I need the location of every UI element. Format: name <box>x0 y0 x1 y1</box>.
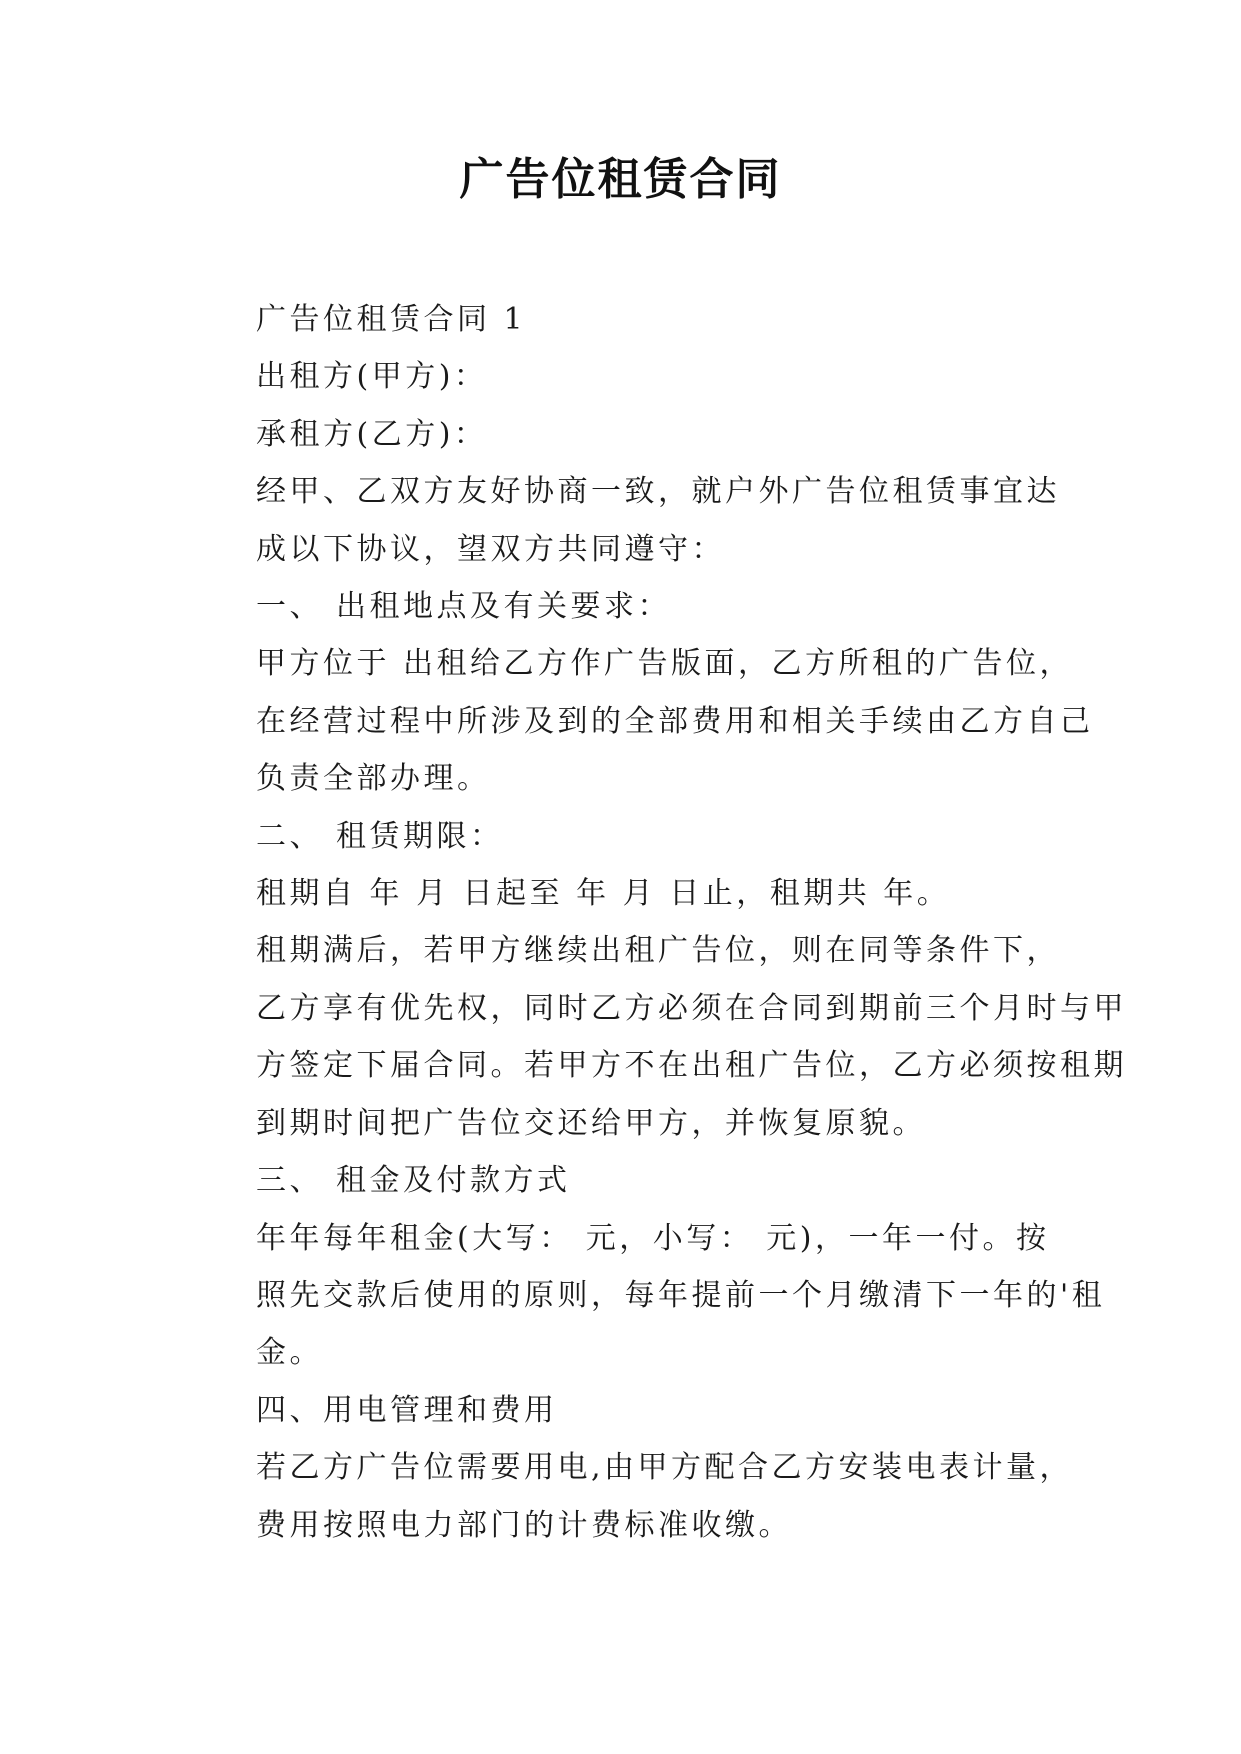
paragraph-rent <box>192 1210 1106 1382</box>
text-line: 出租方(甲方)： <box>256 359 488 395</box>
text-line: 到期时间把广告位交还给甲方，并恢复原貌。 <box>256 1105 926 1141</box>
text-line: 成以下协议，望双方共同遵守： <box>256 531 725 567</box>
text-line: 若乙方广告位需要用电,由甲方配合乙方安装电表计量， <box>256 1450 1074 1486</box>
text-line: 方签定下届合同。若甲方不在出租广告位，乙方必须按租期 <box>256 1048 1127 1084</box>
text-line: 经甲、乙双方友好协商一致，就户外广告位租赁事宜达 <box>256 474 1060 510</box>
text-line: 租期自 年 月 日起至 年 月 日止，租期共 年。 <box>256 876 951 912</box>
paragraph-lessor <box>192 348 1052 405</box>
paragraph-preamble <box>192 463 1060 578</box>
text-line: 金。 <box>256 1335 323 1371</box>
paragraph-electricity <box>192 1439 1074 1554</box>
text-line: 乙方享有优先权，同时乙方必须在合同到期前三个月时与甲 <box>256 990 1127 1026</box>
text-line: 年年每年租金(大写： 元，小写： 元)，一年一付。按 <box>256 1220 1050 1256</box>
text-line: 三、 租金及付款方式 <box>256 1163 571 1199</box>
paragraph-renewal <box>192 922 1127 1152</box>
paragraph-term <box>192 865 1052 922</box>
text-line: 负责全部办理。 <box>256 761 491 797</box>
section-heading-4 <box>192 1382 1052 1439</box>
text-line: 甲方位于 出租给乙方作广告版面，乙方所租的广告位， <box>256 646 1074 682</box>
text-line: 二、 租赁期限： <box>256 818 504 854</box>
text-line: 在经营过程中所涉及到的全部费用和相关手续由乙方自己 <box>256 703 1094 739</box>
text-line: 广告位租赁合同 1 <box>256 302 527 337</box>
section-heading-3 <box>192 1152 1052 1209</box>
section-heading-1 <box>192 578 1052 635</box>
text-line: 租期满后，若甲方继续出租广告位，则在同等条件下， <box>256 933 1060 969</box>
paragraph-location <box>192 635 1094 807</box>
text-line: 承租方(乙方)： <box>256 416 488 452</box>
text-line: 四、用电管理和费用 <box>256 1392 558 1428</box>
document-title: 广告位租赁合同 <box>459 154 782 205</box>
text-line: 一、 出租地点及有关要求： <box>256 589 672 625</box>
paragraph-heading-1 <box>192 291 1052 348</box>
text-line: 费用按照电力部门的计费标准收缴。 <box>256 1507 792 1543</box>
document-body <box>192 291 1127 1554</box>
text-line: 照先交款后使用的原则，每年提前一个月缴清下一年的'租 <box>256 1277 1106 1313</box>
paragraph-lessee <box>192 406 1052 463</box>
section-heading-2 <box>192 808 1052 865</box>
